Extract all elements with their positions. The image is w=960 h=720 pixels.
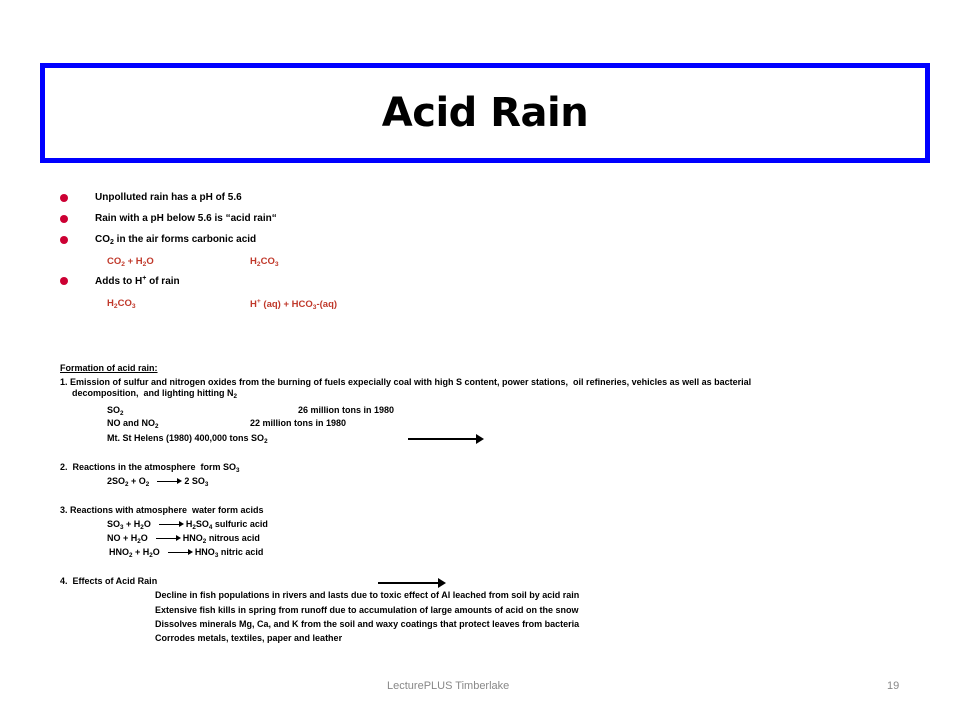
arrow-icon — [168, 552, 190, 553]
point-1: 1. Emission of sulfur and nitrogen oxides from the burning of fuels expecially coal with high S content, power stations, oil refineries, vehicles as well as bacterial decomposition, and lighting hitting $N_2$ — [60, 377, 752, 400]
slide-title: Acid Rain — [381, 90, 589, 136]
point-4: 4. Effects of Acid Rain — [60, 576, 158, 586]
arrow-icon — [408, 438, 478, 440]
equation-dissociation-right: H+ $(aq) + HCO_3-(aq)$ — [250, 298, 338, 311]
arrow-icon — [159, 524, 181, 525]
bullet-dot-icon — [60, 194, 68, 202]
reaction-nitric: $HNO_2 + H_2O$ $HNO_3$ nitric acid — [109, 547, 264, 559]
emission-st-helens: Mt. St Helens (1980) 400,000 tons $SO_2$ — [107, 433, 268, 445]
arrow-icon — [378, 582, 440, 584]
arrow-icon — [157, 481, 179, 482]
emission-so2-value: 26 million tons in 1980 — [298, 405, 395, 415]
emission-so2-label: $SO_2$ — [107, 405, 124, 417]
equation-carbonic-right: $H_2CO_3$ — [250, 256, 279, 268]
reaction-nitrous: NO + $H_2O$ $HNO_2$ nitrous acid — [107, 533, 260, 545]
bullet-dot-icon — [60, 277, 68, 285]
effect-item: Extensive fish kills in spring from runoff due to accumulation of large amounts of acid on the snow — [155, 605, 579, 615]
emission-no-value: 22 million tons in 1980 — [250, 418, 347, 428]
effect-item: Corrodes metals, textiles, paper and leather — [155, 633, 343, 643]
bullet-dot-icon — [60, 215, 68, 223]
bullet-text: Unpolluted rain has a pH of 5.6 — [95, 192, 242, 203]
effect-item: Dissolves minerals Mg, Ca, and K from the soil and waxy coatings that protect leaves from bacteria — [155, 619, 580, 629]
equation-dissociation-left: $H_2CO_3$ — [107, 298, 136, 310]
section-heading: Formation of acid rain: — [60, 363, 158, 373]
footer-text: LecturePLUS Timberlake — [387, 680, 510, 692]
point-3: 3. Reactions with atmosphere water form acids — [60, 505, 264, 515]
emission-no-label: NO and $NO_2$ — [107, 418, 159, 430]
point-2: 2. Reactions in the atmosphere form $SO_3$ — [60, 462, 240, 474]
effect-item: Decline in fish populations in rivers and lasts due to toxic effect of Al leached from soil by acid rain — [155, 590, 580, 600]
equation-carbonic-left: $CO_2 + H_2O$ — [107, 256, 154, 268]
title-box — [40, 63, 930, 163]
reaction-so3: $2SO_2 + O_2$ 2 $SO_3$ — [107, 476, 209, 488]
page-number: 19 — [887, 680, 900, 692]
bullet-dot-icon — [60, 236, 68, 244]
bullet-text: $CO_2$ in the air forms carbonic acid — [95, 234, 257, 246]
arrow-icon — [156, 538, 178, 539]
reaction-sulfuric: $SO_3 + H_2O$ $H_2SO_4$ sulfuric acid — [107, 519, 268, 531]
bullet-text: Adds to H+ of rain — [95, 275, 180, 287]
bullet-text: Rain with a pH below 5.6 is “acid rain“ — [95, 213, 277, 224]
